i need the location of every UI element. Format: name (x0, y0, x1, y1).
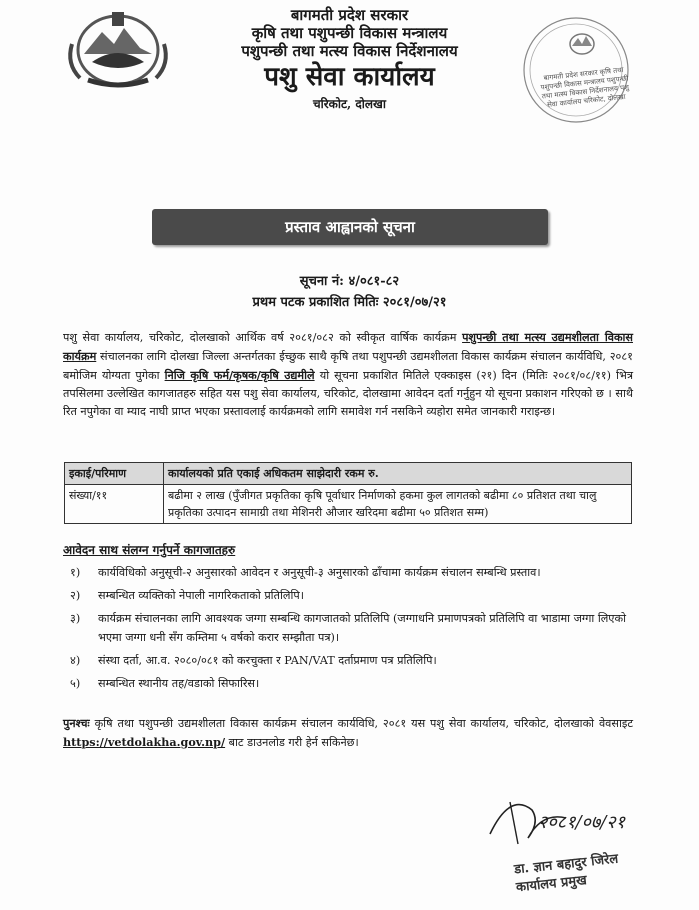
list-item (70, 563, 630, 582)
table-cell-unit: संख्या/११ (65, 485, 164, 524)
postscript-text: बाट डाउनलोड गरी हेर्न सकिनेछ। (225, 736, 359, 749)
list-item-text: संस्था दर्ता, आ.व. २०८०/०८१ को करचुक्ता र PAN/VAT दर्ताप्रमाण पत्र प्रतिलिपि। (98, 654, 437, 667)
eligible-applicants: निजि कृषि फर्म/कृषक/कृषि उद्यमीले (164, 368, 315, 382)
list-item-text: कार्यविधिको अनुसूची-२ अनुसारको आवेदन र अनुसूची-३ अनुसारको ढाँचामा कार्यक्रम संचालन सम्बन्धि प्रस्ताव। (98, 566, 541, 579)
signature-date: २०८१/०७/२१ (538, 812, 626, 833)
office-location: चरिकोट, दोलखा (313, 97, 386, 112)
handwritten-signature (470, 782, 670, 854)
letterhead (0, 6, 699, 112)
list-item-text: सम्बन्धित व्यक्तिको नेपाली नागरिकताको प्रतिलिपि। (98, 589, 304, 602)
list-item-number: ४) (70, 654, 81, 667)
list-item-number: ३) (70, 612, 81, 625)
list-item (70, 586, 630, 605)
ministry-name: कृषि तथा पशुपन्छी विकास मन्त्रालय (251, 24, 448, 42)
list-item (70, 674, 630, 693)
stamp-text: बागमती प्रदेश सरकार कृषि तथा पशुपन्छी विकास मन्त्रालय पशुपन्छी तथा मत्स्य विकास निर्देशनालय पशु सेवा कार्यालय चरिकोट, दोलखा (540, 65, 630, 110)
government-name: बागमती प्रदेश सरकार (290, 6, 409, 24)
table-cell-amount: बढीमा २ लाख (पुँजीगत प्रकृतिका कृषि पूर्वाधार निर्माणको हकमा कुल लागतको बढीमा ८० प्रतिशत तथा चालु प्रकृतिका उत्पादन सामाग्री तथा मेशिनरी औजार खरिदमा बढीमा ५० प्रतिशत सम्म) (164, 485, 632, 524)
postscript-lead: पुनश्चः (63, 716, 90, 730)
signatory-title: कार्यालय प्रमुख (515, 873, 588, 896)
notice-number: सूचना नं: ४/०८१-८२ (299, 274, 400, 289)
list-item-number: ५) (70, 677, 81, 690)
notice-title-banner (152, 209, 548, 245)
body-text: संचालनका लागि दोलखा जिल्ला अन्तर्गतका ईच्छुक साथै कृषि तथा पशुपन्छी उद्यमशीलता विकास कार्यक्रम संचालन कार्यविधि, २०८१ बमोजिम योग्यता पुगेका (63, 350, 633, 382)
list-item-number: १) (70, 566, 81, 579)
list-item-text: कार्यक्रम संचालनका लागि आवश्यक जग्गा सम्बन्धि कागजातको प्रतिलिपि (जग्गाधनि प्रमाणपत्रको प्रतिलिपि वा भाडामा जग्गा लिएको भएमा जग्गा धनी सँग कम्तिमा ५ वर्षको करार सम्झौता पत्र)। (98, 612, 626, 644)
table-row (65, 485, 632, 524)
list-item-number: २) (70, 589, 81, 602)
list-item (70, 651, 630, 670)
required-documents-list (70, 563, 630, 697)
program-name: पशुपन्छी तथा मत्स्य उद्यमशीलता विकास कार्यक्रम (63, 330, 633, 363)
column-header-unit: इकाई/परिमाण (65, 463, 164, 485)
postscript-text: कृषि तथा पशुपन्छी उद्यमशीलता विकास कार्यक्रम संचालन कार्यविधि, २०८१ यस पशु सेवा कार्यालय, चरिकोट, दोलखाको वेवसाइट (89, 717, 633, 730)
signatory-name: डा. ज्ञान बहादुर जिरेल (513, 851, 619, 878)
list-item (70, 609, 630, 647)
notice-body (63, 328, 633, 421)
postscript (63, 714, 633, 752)
directorate-name: पशुपन्छी तथा मत्स्य विकास निर्देशनालय (241, 42, 458, 60)
body-text: यो सूचना प्रकाशित मितिले एक्काइस (२१) दिन (मितिः २०८१/०८/११) भित्र तपसिलमा उल्लेखित कागजातहरु सहित यस पशु सेवा कार्यालय, चरिकोट, दोलखामा आवेदन दर्ता गर्नुहुन यो सूचना प्रकाशन गरिएको छ । साथै रित नपुगेका वा म्याद नाघी प्राप्त भएका प्रस्तावलाई कार्यक्रमको लागि समावेश गर्न नसकिने व्यहोरा समेत जानकारी गराइन्छ। (63, 369, 633, 418)
body-text: पशु सेवा कार्यालय, चरिकोट, दोलखाको आर्थिक वर्ष २०८१/०८२ को स्वीकृत वार्षिक कार्यक्रम (63, 331, 463, 344)
table-header-row (65, 463, 632, 485)
required-documents-title: आवेदन साथ संलग्न गर्नुपर्ने कागजातहरु (63, 543, 236, 557)
office-name: पशु सेवा कार्यालय (264, 62, 435, 92)
notice-title: प्रस्ताव आह्वानको सूचना (285, 218, 415, 236)
website-link[interactable]: https://vetdolakha.gov.np/ (63, 735, 226, 749)
publish-date: प्रथम पटक प्रकाशित मितिः २०८१/०७/२१ (252, 295, 447, 310)
column-header-amount: कार्यालयको प्रति एकाई अधिकतम साझेदारी रकम रु. (164, 463, 632, 485)
list-item-text: सम्बन्धित स्थानीय तह/वडाको सिफारिस। (98, 677, 260, 690)
grant-amount-table (64, 462, 632, 524)
signatory (513, 851, 621, 898)
